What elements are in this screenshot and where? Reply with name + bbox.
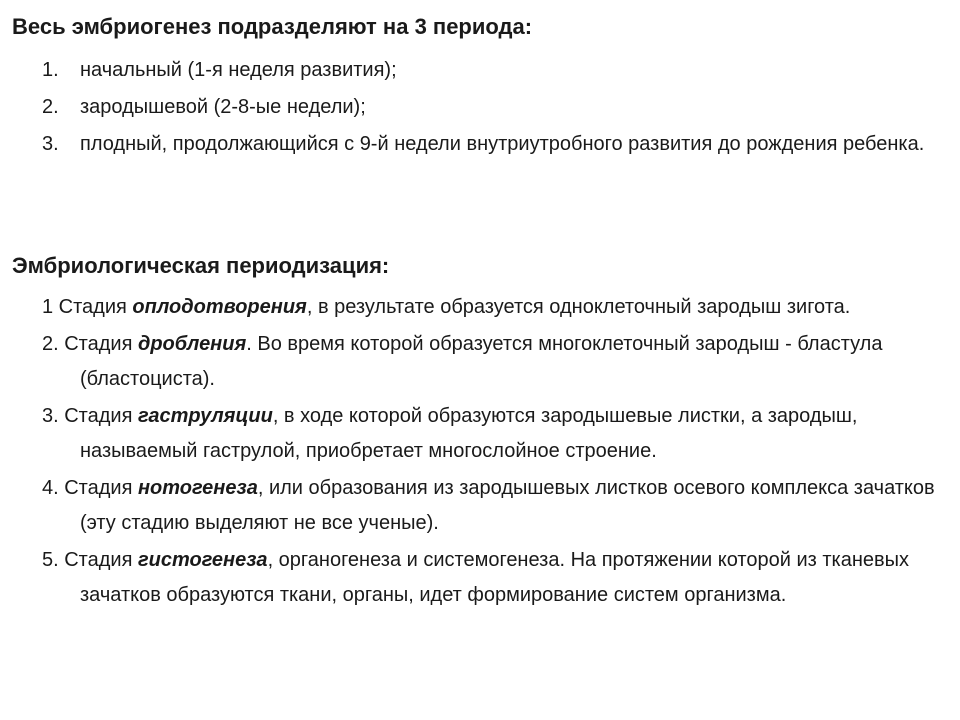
list-item-text: начальный (1-я неделя развития); bbox=[80, 59, 397, 81]
stage-description: , в результате образуется одноклеточный зародыш зигота. bbox=[306, 296, 851, 318]
list-item-text: зародышевой (2-8-ые недели); bbox=[80, 96, 366, 118]
stage-term: гистогенеза bbox=[137, 549, 268, 571]
list-item-number: 1. bbox=[42, 59, 59, 81]
stage-term: оплодотворения bbox=[132, 296, 307, 318]
stage-prefix: 1 Стадия bbox=[42, 296, 133, 318]
stage-item bbox=[0, 543, 960, 613]
stage-item bbox=[0, 327, 960, 397]
list-item-text: плодный, продолжающийся с 9-й недели внутриутробного развития до рождения ребенка. bbox=[80, 133, 925, 155]
stage-prefix: 3. Стадия bbox=[42, 405, 138, 427]
stage-prefix: 4. Стадия bbox=[42, 477, 138, 499]
stage-item bbox=[0, 399, 960, 469]
list-item bbox=[0, 91, 960, 124]
stages-list bbox=[0, 290, 960, 615]
stage-prefix: 2. Стадия bbox=[42, 333, 138, 355]
stages-heading: Эмбриологическая периодизация: bbox=[12, 253, 390, 278]
stage-item bbox=[0, 290, 960, 325]
stage-item bbox=[0, 471, 960, 541]
stage-term: нотогенеза bbox=[137, 477, 258, 499]
list-item bbox=[0, 128, 960, 161]
list-item bbox=[0, 54, 960, 87]
stage-term: дробления bbox=[137, 333, 247, 355]
stage-term: гаструляции bbox=[137, 405, 273, 427]
stage-description: , или образования из зародышевых листков осевого комплекса зачатков (эту стадию выделяют не все ученые). bbox=[80, 477, 935, 534]
stage-description: . Во время которой образуется многоклеточный зародыш - бластула (бластоциста). bbox=[80, 333, 883, 390]
stage-description: , органогенеза и системогенеза. На протяжении которой из тканевых зачатков образуются ткани, органы, идет формирование систем организма. bbox=[80, 549, 909, 606]
list-item-number: 2. bbox=[42, 96, 59, 118]
periods-list bbox=[0, 54, 960, 165]
stage-description: , в ходе которой образуются зародышевые листки, а зародыш, называемый гаструлой, приобретает многослойное строение. bbox=[80, 405, 858, 462]
list-item-number: 3. bbox=[42, 133, 59, 155]
periods-heading: Весь эмбриогенез подразделяют на 3 периода: bbox=[12, 14, 533, 39]
stage-prefix: 5. Стадия bbox=[42, 549, 138, 571]
